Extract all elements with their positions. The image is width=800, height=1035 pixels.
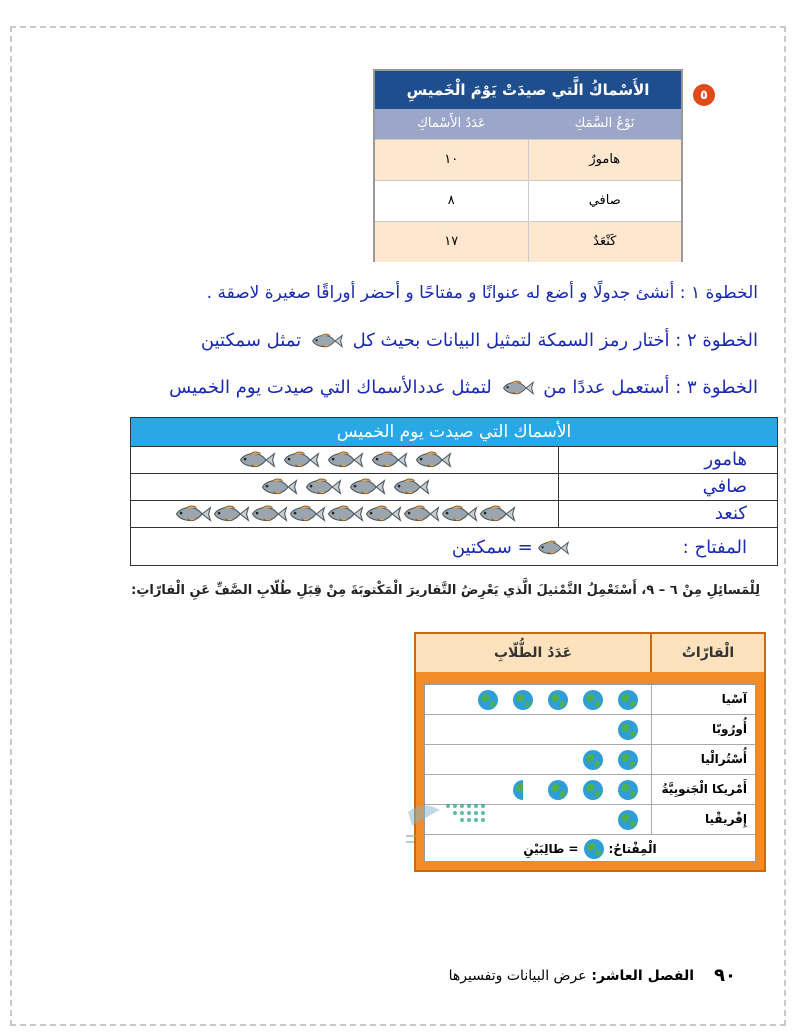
fish-icon [392, 476, 430, 498]
chapter-name: عرض البيانات وتفسيرها [448, 967, 587, 984]
page-number: ٩٠ [714, 965, 736, 986]
ministry-logo-watermark [402, 792, 492, 852]
fish-type-header: نَوْعُ السَّمَكِ [574, 116, 635, 131]
fish-icon [348, 476, 386, 498]
fish-icon [260, 476, 298, 498]
half-fish-icon [174, 503, 212, 525]
globe-icon [582, 749, 604, 771]
continent-name: أُسْتُرالْيا [651, 745, 755, 774]
continent-name: أَمْريكا الْجَنوبِيَّةُ [651, 775, 755, 804]
table-row [425, 745, 755, 775]
step-2-text-a: الخطوة ٢ : أختار رمز السمكة لتمثيل البيانات بحيث كل [352, 330, 758, 351]
globe-icon [617, 779, 639, 801]
fish-icon [414, 449, 452, 471]
fish-icon [326, 503, 364, 525]
pictograph-row [131, 474, 777, 501]
chapter-label: الفصل العاشر: [591, 967, 695, 984]
continent-globes [425, 715, 651, 744]
half-globe-icon [512, 779, 534, 801]
globe-icon [617, 749, 639, 771]
globe-icon [477, 689, 499, 711]
table-row [425, 685, 755, 715]
fish-icon [326, 449, 364, 471]
fish-type-cell: صافي [528, 181, 682, 221]
step-2-text-b: تمثل سمكتين [200, 330, 302, 351]
pictograph-key-value: = سمكتين [451, 537, 533, 558]
continent-name: إِفْريقْيا [651, 805, 755, 834]
continent-name: آسْيا [651, 685, 755, 714]
fish-icon [440, 503, 478, 525]
step-1-text: الخطوة ١ : أنشئ جدولًا و أضع له عنوانًا و مفتاحًا و أحضر أوراقًا صغيرة لاصقة . [206, 283, 758, 303]
step-2-line [201, 330, 758, 351]
fish-pictograph [130, 417, 778, 566]
fish-count-cell: ٨ [447, 193, 455, 208]
page-footer [449, 965, 736, 986]
continent-name: أُورُوبّا [651, 715, 755, 744]
globe-icon [547, 779, 569, 801]
fish-type-cell: هامورٌ [528, 140, 682, 180]
continents-key-label: الْمِفْتاحُ: [608, 842, 657, 856]
fish-icon [478, 503, 516, 525]
table-row [375, 180, 681, 221]
globe-icon [583, 838, 605, 860]
continents-header-name: الْقارّاتُ [650, 634, 764, 672]
table-row [375, 221, 681, 262]
fish-icon [212, 503, 250, 525]
fish-icon [502, 378, 534, 398]
fish-icon [311, 331, 343, 351]
pictograph-row-label: صافي [558, 474, 777, 500]
continents-header [416, 634, 764, 672]
pictograph-row [131, 501, 777, 528]
fish-data-table [373, 69, 683, 262]
continent-globes [425, 745, 651, 774]
globe-icon [617, 689, 639, 711]
fish-icon [370, 449, 408, 471]
fish-icon [250, 503, 288, 525]
fish-count-cell: ١٧ [444, 234, 459, 249]
pictograph-key-label: المفتاح : [682, 537, 747, 558]
fish-icon [402, 503, 440, 525]
fish-icon [364, 503, 402, 525]
fish-count-header: عَدَدُ الأَسْماكِ [417, 116, 486, 131]
globe-icon [582, 779, 604, 801]
continents-key-value: = طالِبَيْنِ [523, 842, 579, 856]
exercise-number-badge: ٥ [693, 84, 715, 106]
globe-icon [512, 689, 534, 711]
pictograph-row-icons [131, 501, 558, 527]
continent-globes [425, 685, 651, 714]
step-3-line [169, 377, 758, 398]
pictograph-title: الأسماك التي صيدت يوم الخميس [131, 418, 777, 447]
pictograph-row-label: هامور [558, 447, 777, 473]
step-3-text-a: الخطوة ٣ : أستعمل عددًا من [543, 377, 758, 398]
pictograph-row-icons [131, 447, 558, 473]
fish-table-title: الأَسْماكُ الَّتي صيدَتْ يَوْمَ الْخَميسِ [375, 71, 681, 109]
fish-icon [537, 538, 569, 558]
globe-icon [547, 689, 569, 711]
pictograph-row-label: كنعد [558, 501, 777, 527]
continents-header-count: عَدَدُ الطُّلّابِ [493, 645, 573, 661]
fish-icon [304, 476, 342, 498]
globe-icon [582, 689, 604, 711]
table-row [425, 715, 755, 745]
fish-icon [238, 449, 276, 471]
pictograph-row [131, 447, 777, 474]
fish-icon [288, 503, 326, 525]
fish-type-cell: كَنْعَدٌ [528, 222, 682, 262]
chapter-title [449, 968, 694, 984]
globe-icon [617, 809, 639, 831]
problems-instruction: لِلْمَسائِلِ مِنْ ٦ – ٩، أَسْتَعْمِلُ التَّمْثيلَ الَّذي يَعْرِضُ التَّقاريرَ الْمَكْتوبَةَ مِنْ قِبَلِ طُلّابِ الصَّفِّ عَنِ الْقارّاتِ: [131, 583, 760, 598]
pictograph-row-icons [131, 474, 558, 500]
fish-count-cell: ١٠ [444, 152, 459, 167]
pictograph-key [131, 528, 777, 568]
step-3-text-b: لتمثل عددالأسماك التي صيدت يوم الخميس [169, 377, 492, 398]
fish-table-header [375, 109, 681, 139]
table-row [375, 139, 681, 180]
fish-icon [282, 449, 320, 471]
globe-icon [617, 719, 639, 741]
